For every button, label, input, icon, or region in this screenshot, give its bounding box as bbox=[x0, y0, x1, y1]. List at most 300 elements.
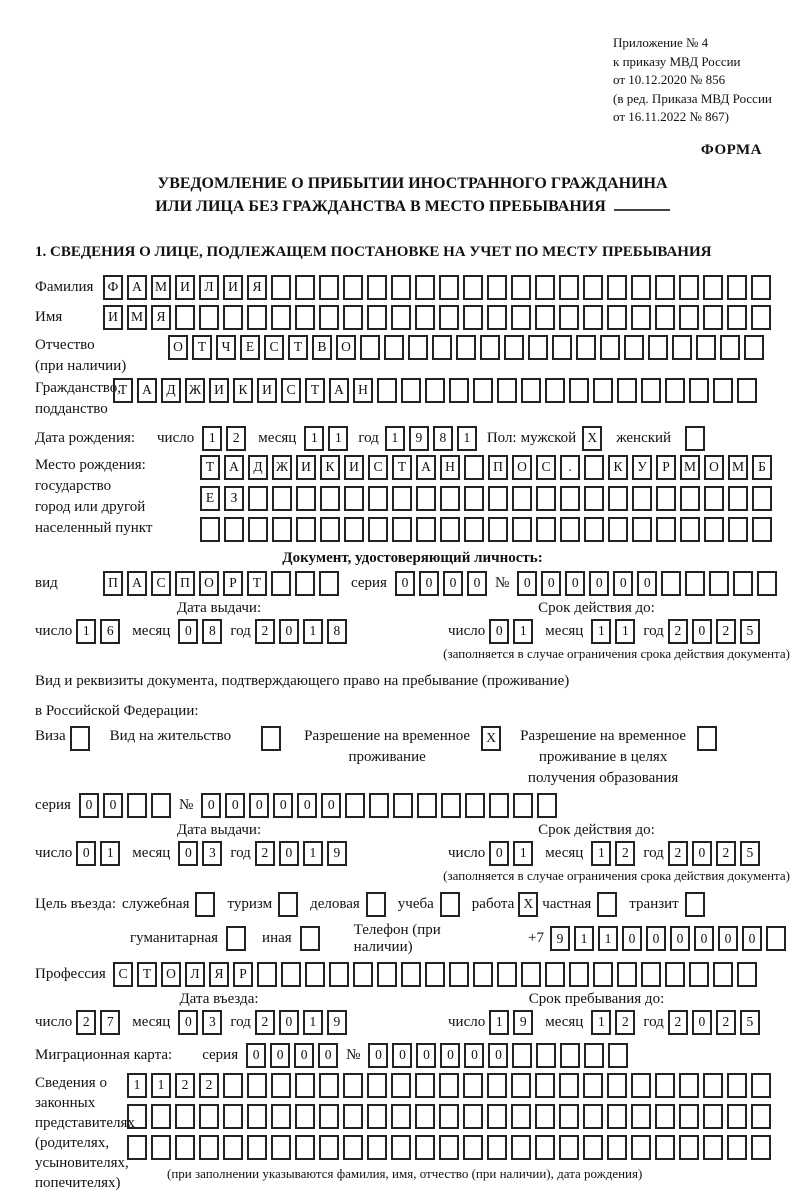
char-cell[interactable] bbox=[536, 517, 556, 542]
char-cell[interactable]: И bbox=[344, 455, 364, 480]
char-cell[interactable]: Н bbox=[353, 378, 373, 403]
char-cell[interactable] bbox=[617, 378, 637, 403]
char-cell[interactable] bbox=[703, 1073, 723, 1098]
char-cell[interactable]: А bbox=[224, 455, 244, 480]
char-cell[interactable] bbox=[608, 1043, 628, 1068]
char-cell[interactable] bbox=[655, 1135, 675, 1160]
char-cell[interactable]: И bbox=[103, 305, 123, 330]
char-cell[interactable]: 9 bbox=[327, 841, 347, 866]
char-cell[interactable] bbox=[224, 517, 244, 542]
char-cell[interactable] bbox=[737, 378, 757, 403]
char-cell[interactable]: 3 bbox=[202, 841, 222, 866]
char-cell[interactable] bbox=[559, 1135, 579, 1160]
char-cell[interactable] bbox=[200, 517, 220, 542]
char-cell[interactable] bbox=[535, 1135, 555, 1160]
char-cell[interactable] bbox=[300, 926, 320, 951]
char-cell[interactable]: 0 bbox=[637, 571, 657, 596]
char-cell[interactable] bbox=[497, 378, 517, 403]
char-cell[interactable] bbox=[535, 1073, 555, 1098]
char-cell[interactable] bbox=[226, 926, 246, 951]
char-cell[interactable] bbox=[199, 305, 219, 330]
char-cell[interactable]: Т bbox=[392, 455, 412, 480]
char-cell[interactable] bbox=[366, 892, 386, 917]
char-cell[interactable]: Д bbox=[248, 455, 268, 480]
char-cell[interactable]: 1 bbox=[385, 426, 405, 451]
char-cell[interactable] bbox=[127, 793, 147, 818]
char-cell[interactable] bbox=[559, 275, 579, 300]
char-cell[interactable]: К bbox=[320, 455, 340, 480]
char-cell[interactable] bbox=[631, 305, 651, 330]
char-cell[interactable]: 0 bbox=[178, 619, 198, 644]
char-cell[interactable] bbox=[704, 517, 724, 542]
char-cell[interactable] bbox=[661, 571, 681, 596]
char-cell[interactable] bbox=[345, 793, 365, 818]
char-cell[interactable] bbox=[439, 1073, 459, 1098]
char-cell[interactable]: 6 bbox=[100, 619, 120, 644]
char-cell[interactable] bbox=[703, 1104, 723, 1129]
char-cell[interactable] bbox=[597, 892, 617, 917]
char-cell[interactable] bbox=[367, 1104, 387, 1129]
char-cell[interactable] bbox=[607, 1135, 627, 1160]
char-cell[interactable] bbox=[536, 486, 556, 511]
char-cell[interactable] bbox=[607, 275, 627, 300]
char-cell[interactable] bbox=[295, 305, 315, 330]
char-cell[interactable] bbox=[713, 378, 733, 403]
char-cell[interactable] bbox=[583, 1135, 603, 1160]
char-cell[interactable]: 0 bbox=[646, 926, 666, 951]
char-cell[interactable] bbox=[271, 571, 291, 596]
char-cell[interactable] bbox=[632, 486, 652, 511]
char-cell[interactable]: 2 bbox=[76, 1010, 96, 1035]
char-cell[interactable]: О bbox=[704, 455, 724, 480]
char-cell[interactable]: З bbox=[224, 486, 244, 511]
char-cell[interactable] bbox=[377, 962, 397, 987]
char-cell[interactable]: 5 bbox=[740, 1010, 760, 1035]
char-cell[interactable] bbox=[511, 1104, 531, 1129]
char-cell[interactable] bbox=[415, 305, 435, 330]
char-cell[interactable]: 0 bbox=[225, 793, 245, 818]
char-cell[interactable] bbox=[545, 962, 565, 987]
char-cell[interactable] bbox=[415, 1104, 435, 1129]
char-cell[interactable] bbox=[271, 1135, 291, 1160]
char-cell[interactable]: 0 bbox=[178, 841, 198, 866]
char-cell[interactable] bbox=[440, 486, 460, 511]
char-cell[interactable]: Т bbox=[247, 571, 267, 596]
char-cell[interactable] bbox=[440, 517, 460, 542]
char-cell[interactable]: П bbox=[103, 571, 123, 596]
char-cell[interactable] bbox=[751, 1104, 771, 1129]
char-cell[interactable] bbox=[415, 275, 435, 300]
char-cell[interactable] bbox=[343, 305, 363, 330]
char-cell[interactable] bbox=[679, 305, 699, 330]
char-cell[interactable]: 0 bbox=[613, 571, 633, 596]
char-cell[interactable] bbox=[367, 1135, 387, 1160]
char-cell[interactable] bbox=[343, 1104, 363, 1129]
char-cell[interactable]: 0 bbox=[392, 1043, 412, 1068]
char-cell[interactable] bbox=[391, 305, 411, 330]
char-cell[interactable]: 9 bbox=[327, 1010, 347, 1035]
char-cell[interactable] bbox=[665, 378, 685, 403]
char-cell[interactable]: 2 bbox=[615, 841, 635, 866]
char-cell[interactable]: 1 bbox=[328, 426, 348, 451]
char-cell[interactable] bbox=[631, 275, 651, 300]
char-cell[interactable] bbox=[584, 1043, 604, 1068]
char-cell[interactable] bbox=[632, 517, 652, 542]
char-cell[interactable]: С bbox=[113, 962, 133, 987]
char-cell[interactable]: 0 bbox=[622, 926, 642, 951]
char-cell[interactable]: 0 bbox=[694, 926, 714, 951]
char-cell[interactable] bbox=[536, 1043, 556, 1068]
char-cell[interactable] bbox=[344, 517, 364, 542]
char-cell[interactable]: 1 bbox=[202, 426, 222, 451]
char-cell[interactable]: М bbox=[728, 455, 748, 480]
char-cell[interactable] bbox=[704, 486, 724, 511]
char-cell[interactable] bbox=[305, 962, 325, 987]
char-cell[interactable] bbox=[521, 962, 541, 987]
char-cell[interactable]: 5 bbox=[740, 841, 760, 866]
char-cell[interactable] bbox=[665, 962, 685, 987]
char-cell[interactable] bbox=[535, 305, 555, 330]
char-cell[interactable] bbox=[401, 962, 421, 987]
char-cell[interactable]: 1 bbox=[457, 426, 477, 451]
char-cell[interactable] bbox=[685, 571, 705, 596]
char-cell[interactable] bbox=[449, 378, 469, 403]
char-cell[interactable]: Ж bbox=[272, 455, 292, 480]
char-cell[interactable] bbox=[584, 455, 604, 480]
char-cell[interactable] bbox=[560, 1043, 580, 1068]
char-cell[interactable] bbox=[247, 1073, 267, 1098]
char-cell[interactable] bbox=[559, 305, 579, 330]
char-cell[interactable] bbox=[329, 962, 349, 987]
char-cell[interactable] bbox=[584, 486, 604, 511]
char-cell[interactable]: Е bbox=[240, 335, 260, 360]
char-cell[interactable] bbox=[127, 1104, 147, 1129]
char-cell[interactable] bbox=[752, 517, 772, 542]
char-cell[interactable]: О bbox=[161, 962, 181, 987]
char-cell[interactable]: 2 bbox=[199, 1073, 219, 1098]
char-cell[interactable]: И bbox=[175, 275, 195, 300]
char-cell[interactable]: У bbox=[632, 455, 652, 480]
char-cell[interactable] bbox=[432, 335, 452, 360]
char-cell[interactable]: 0 bbox=[489, 619, 509, 644]
char-cell[interactable] bbox=[344, 486, 364, 511]
char-cell[interactable] bbox=[425, 962, 445, 987]
char-cell[interactable]: 0 bbox=[589, 571, 609, 596]
char-cell[interactable] bbox=[512, 486, 532, 511]
char-cell[interactable]: Е bbox=[200, 486, 220, 511]
char-cell[interactable] bbox=[463, 305, 483, 330]
char-cell[interactable]: Т bbox=[113, 378, 133, 403]
char-cell[interactable] bbox=[744, 335, 764, 360]
char-cell[interactable] bbox=[537, 793, 557, 818]
char-cell[interactable]: 0 bbox=[270, 1043, 290, 1068]
char-cell[interactable]: 1 bbox=[303, 619, 323, 644]
char-cell[interactable] bbox=[697, 726, 717, 751]
char-cell[interactable] bbox=[751, 275, 771, 300]
char-cell[interactable] bbox=[641, 962, 661, 987]
char-cell[interactable]: 0 bbox=[443, 571, 463, 596]
char-cell[interactable]: 2 bbox=[668, 1010, 688, 1035]
char-cell[interactable]: 9 bbox=[513, 1010, 533, 1035]
char-cell[interactable] bbox=[655, 305, 675, 330]
char-cell[interactable] bbox=[175, 305, 195, 330]
char-cell[interactable] bbox=[391, 275, 411, 300]
char-cell[interactable] bbox=[608, 517, 628, 542]
char-cell[interactable]: 2 bbox=[668, 841, 688, 866]
char-cell[interactable] bbox=[175, 1135, 195, 1160]
char-cell[interactable] bbox=[631, 1073, 651, 1098]
char-cell[interactable] bbox=[696, 335, 716, 360]
char-cell[interactable]: М bbox=[127, 305, 147, 330]
char-cell[interactable] bbox=[513, 793, 533, 818]
char-cell[interactable] bbox=[319, 1073, 339, 1098]
char-cell[interactable] bbox=[223, 305, 243, 330]
char-cell[interactable] bbox=[320, 517, 340, 542]
char-cell[interactable] bbox=[247, 1104, 267, 1129]
char-cell[interactable]: А bbox=[416, 455, 436, 480]
char-cell[interactable] bbox=[679, 1135, 699, 1160]
char-cell[interactable] bbox=[367, 305, 387, 330]
char-cell[interactable] bbox=[487, 305, 507, 330]
char-cell[interactable] bbox=[727, 305, 747, 330]
char-cell[interactable]: 0 bbox=[489, 841, 509, 866]
char-cell[interactable] bbox=[449, 962, 469, 987]
char-cell[interactable] bbox=[343, 1073, 363, 1098]
char-cell[interactable] bbox=[463, 1104, 483, 1129]
char-cell[interactable]: 0 bbox=[79, 793, 99, 818]
char-cell[interactable]: 2 bbox=[668, 619, 688, 644]
char-cell[interactable] bbox=[392, 517, 412, 542]
char-cell[interactable] bbox=[569, 962, 589, 987]
char-cell[interactable]: Ч bbox=[216, 335, 236, 360]
char-cell[interactable]: 0 bbox=[279, 841, 299, 866]
char-cell[interactable] bbox=[440, 892, 460, 917]
char-cell[interactable]: И bbox=[257, 378, 277, 403]
char-cell[interactable] bbox=[685, 892, 705, 917]
char-cell[interactable] bbox=[655, 1104, 675, 1129]
char-cell[interactable] bbox=[271, 305, 291, 330]
char-cell[interactable] bbox=[199, 1104, 219, 1129]
char-cell[interactable] bbox=[655, 275, 675, 300]
char-cell[interactable]: 0 bbox=[464, 1043, 484, 1068]
char-cell[interactable]: 0 bbox=[419, 571, 439, 596]
char-cell[interactable] bbox=[528, 335, 548, 360]
char-cell[interactable] bbox=[535, 275, 555, 300]
char-cell[interactable] bbox=[319, 1135, 339, 1160]
char-cell[interactable]: М bbox=[680, 455, 700, 480]
char-cell[interactable]: 0 bbox=[718, 926, 738, 951]
char-cell[interactable] bbox=[487, 1104, 507, 1129]
char-cell[interactable] bbox=[368, 517, 388, 542]
char-cell[interactable]: 0 bbox=[321, 793, 341, 818]
char-cell[interactable]: 0 bbox=[517, 571, 537, 596]
char-cell[interactable] bbox=[384, 335, 404, 360]
char-cell[interactable] bbox=[559, 1073, 579, 1098]
char-cell[interactable] bbox=[703, 1135, 723, 1160]
char-cell[interactable]: 0 bbox=[742, 926, 762, 951]
char-cell[interactable]: Я bbox=[209, 962, 229, 987]
char-cell[interactable] bbox=[272, 486, 292, 511]
char-cell[interactable] bbox=[489, 793, 509, 818]
char-cell[interactable] bbox=[391, 1135, 411, 1160]
char-cell[interactable]: Я bbox=[247, 275, 267, 300]
char-cell[interactable] bbox=[713, 962, 733, 987]
char-cell[interactable] bbox=[689, 378, 709, 403]
char-cell[interactable]: 0 bbox=[297, 793, 317, 818]
char-cell[interactable] bbox=[487, 275, 507, 300]
char-cell[interactable]: К bbox=[233, 378, 253, 403]
char-cell[interactable] bbox=[295, 571, 315, 596]
char-cell[interactable] bbox=[727, 1073, 747, 1098]
char-cell[interactable] bbox=[295, 1073, 315, 1098]
char-cell[interactable] bbox=[151, 793, 171, 818]
char-cell[interactable]: Т bbox=[288, 335, 308, 360]
char-cell[interactable] bbox=[703, 305, 723, 330]
char-cell[interactable] bbox=[480, 335, 500, 360]
char-cell[interactable] bbox=[416, 517, 436, 542]
char-cell[interactable]: 0 bbox=[541, 571, 561, 596]
char-cell[interactable] bbox=[727, 275, 747, 300]
char-cell[interactable]: 0 bbox=[440, 1043, 460, 1068]
char-cell[interactable]: 0 bbox=[279, 1010, 299, 1035]
char-cell[interactable] bbox=[733, 571, 753, 596]
char-cell[interactable]: X bbox=[481, 726, 501, 751]
char-cell[interactable] bbox=[391, 1104, 411, 1129]
char-cell[interactable] bbox=[545, 378, 565, 403]
char-cell[interactable]: 0 bbox=[294, 1043, 314, 1068]
char-cell[interactable]: X bbox=[582, 426, 602, 451]
char-cell[interactable]: Т bbox=[192, 335, 212, 360]
char-cell[interactable] bbox=[392, 486, 412, 511]
char-cell[interactable] bbox=[464, 517, 484, 542]
char-cell[interactable] bbox=[416, 486, 436, 511]
char-cell[interactable] bbox=[199, 1135, 219, 1160]
char-cell[interactable] bbox=[752, 486, 772, 511]
char-cell[interactable] bbox=[271, 275, 291, 300]
char-cell[interactable] bbox=[415, 1135, 435, 1160]
char-cell[interactable] bbox=[417, 793, 437, 818]
char-cell[interactable]: 1 bbox=[303, 841, 323, 866]
char-cell[interactable] bbox=[439, 1135, 459, 1160]
char-cell[interactable]: 1 bbox=[303, 1010, 323, 1035]
char-cell[interactable] bbox=[271, 1104, 291, 1129]
char-cell[interactable] bbox=[272, 517, 292, 542]
char-cell[interactable] bbox=[415, 1073, 435, 1098]
char-cell[interactable] bbox=[648, 335, 668, 360]
char-cell[interactable]: Б bbox=[752, 455, 772, 480]
char-cell[interactable] bbox=[223, 1073, 243, 1098]
char-cell[interactable] bbox=[488, 486, 508, 511]
char-cell[interactable]: 2 bbox=[716, 619, 736, 644]
char-cell[interactable] bbox=[656, 517, 676, 542]
char-cell[interactable] bbox=[512, 1043, 532, 1068]
char-cell[interactable] bbox=[441, 793, 461, 818]
char-cell[interactable] bbox=[353, 962, 373, 987]
char-cell[interactable]: 8 bbox=[433, 426, 453, 451]
char-cell[interactable] bbox=[296, 517, 316, 542]
char-cell[interactable]: 8 bbox=[327, 619, 347, 644]
char-cell[interactable] bbox=[672, 335, 692, 360]
char-cell[interactable] bbox=[320, 486, 340, 511]
char-cell[interactable] bbox=[593, 962, 613, 987]
char-cell[interactable]: 0 bbox=[279, 619, 299, 644]
char-cell[interactable] bbox=[737, 962, 757, 987]
char-cell[interactable]: Ж bbox=[185, 378, 205, 403]
char-cell[interactable]: 0 bbox=[416, 1043, 436, 1068]
char-cell[interactable] bbox=[512, 517, 532, 542]
char-cell[interactable] bbox=[439, 305, 459, 330]
char-cell[interactable] bbox=[584, 517, 604, 542]
char-cell[interactable] bbox=[319, 305, 339, 330]
char-cell[interactable]: Л bbox=[199, 275, 219, 300]
char-cell[interactable]: И bbox=[223, 275, 243, 300]
char-cell[interactable] bbox=[393, 793, 413, 818]
char-cell[interactable]: 0 bbox=[103, 793, 123, 818]
char-cell[interactable] bbox=[360, 335, 380, 360]
char-cell[interactable] bbox=[487, 1073, 507, 1098]
char-cell[interactable] bbox=[559, 1104, 579, 1129]
char-cell[interactable] bbox=[464, 486, 484, 511]
char-cell[interactable] bbox=[600, 335, 620, 360]
char-cell[interactable]: 0 bbox=[467, 571, 487, 596]
char-cell[interactable] bbox=[751, 305, 771, 330]
char-cell[interactable] bbox=[151, 1104, 171, 1129]
char-cell[interactable]: 1 bbox=[513, 619, 533, 644]
char-cell[interactable]: Р bbox=[656, 455, 676, 480]
char-cell[interactable] bbox=[728, 486, 748, 511]
char-cell[interactable] bbox=[319, 275, 339, 300]
char-cell[interactable]: 5 bbox=[740, 619, 760, 644]
char-cell[interactable] bbox=[535, 1104, 555, 1129]
char-cell[interactable] bbox=[391, 1073, 411, 1098]
char-cell[interactable] bbox=[569, 378, 589, 403]
char-cell[interactable] bbox=[511, 1135, 531, 1160]
char-cell[interactable] bbox=[487, 1135, 507, 1160]
char-cell[interactable]: С bbox=[151, 571, 171, 596]
char-cell[interactable] bbox=[679, 275, 699, 300]
char-cell[interactable] bbox=[296, 486, 316, 511]
char-cell[interactable]: 2 bbox=[255, 1010, 275, 1035]
char-cell[interactable] bbox=[504, 335, 524, 360]
char-cell[interactable] bbox=[680, 517, 700, 542]
char-cell[interactable]: Н bbox=[440, 455, 460, 480]
char-cell[interactable]: X bbox=[518, 892, 538, 917]
char-cell[interactable] bbox=[511, 1073, 531, 1098]
char-cell[interactable] bbox=[127, 1135, 147, 1160]
char-cell[interactable] bbox=[679, 1073, 699, 1098]
char-cell[interactable]: М bbox=[151, 275, 171, 300]
char-cell[interactable] bbox=[319, 1104, 339, 1129]
char-cell[interactable] bbox=[295, 1104, 315, 1129]
char-cell[interactable]: 2 bbox=[175, 1073, 195, 1098]
char-cell[interactable] bbox=[607, 305, 627, 330]
char-cell[interactable]: С bbox=[536, 455, 556, 480]
char-cell[interactable] bbox=[560, 517, 580, 542]
char-cell[interactable] bbox=[377, 378, 397, 403]
char-cell[interactable] bbox=[401, 378, 421, 403]
char-cell[interactable] bbox=[465, 793, 485, 818]
char-cell[interactable]: 0 bbox=[201, 793, 221, 818]
char-cell[interactable]: 0 bbox=[246, 1043, 266, 1068]
char-cell[interactable]: 1 bbox=[151, 1073, 171, 1098]
char-cell[interactable]: 8 bbox=[202, 619, 222, 644]
char-cell[interactable] bbox=[624, 335, 644, 360]
char-cell[interactable]: Я bbox=[151, 305, 171, 330]
char-cell[interactable]: 7 bbox=[100, 1010, 120, 1035]
char-cell[interactable]: С bbox=[264, 335, 284, 360]
char-cell[interactable] bbox=[720, 335, 740, 360]
char-cell[interactable] bbox=[343, 275, 363, 300]
